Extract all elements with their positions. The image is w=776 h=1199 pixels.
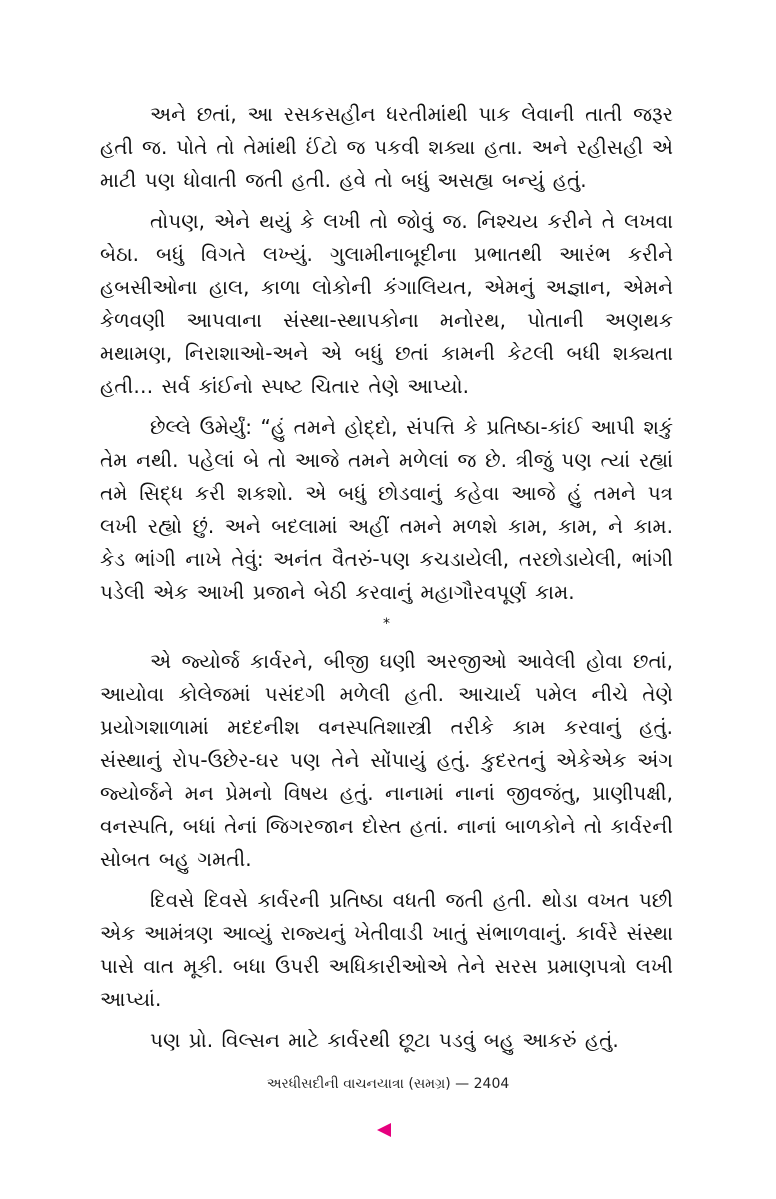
previous-page-icon[interactable] xyxy=(377,1123,391,1137)
paragraph-4: એ જ્યોર્જ કાર્વરને, બીજી ઘણી અરજીઓ આવેલી હોવા છતાં, આયોવા કોલેજમાં પસંદગી મળેલી હતી. આચાર્ય પમેલ નીચે તેણે પ્રયોગશાળામાં મદદનીશ વનસ્પતિશાસ્ત્રી તરીકે કામ કરવાનું હતું. સંસ્થાનું રોપ-ઉછેર-ઘર પણ તેને સોંપાયું હતું. કુદરતનું એકેએક અંગ જ્યોર્જને મન પ્રેમનો વિષય હતું. નાનામાં નાનાં જીવજંતુ, પ્રાણીપક્ષી, વનસ્પતિ, બધાં તેનાં જિગરજાન દોસ્ત હતાં. નાનાં બાળકોને તો કાર્વરની સોબત બહુ ગમતી. xyxy=(100,649,673,871)
page-content xyxy=(100,98,673,1057)
section-separator: * xyxy=(383,616,390,632)
paragraph-5: દિવસે દિવસે કાર્વરની પ્રતિષ્ઠા વધતી જતી હતી. થોડા વખત પછી એક આમંત્રણ આવ્યું રાજ્યનું ખેતીવાડી ખાતું સંભાળવાનું. કાર્વરે સંસ્થા પાસે વાત મૂકી. બધા ઉપરી અધિકારીઓએ તેને સરસ પ્રમાણપત્રો લખી આપ્યાં. xyxy=(100,888,673,1011)
page-footer: અરધીસદીની વાચનયાત્રા (સમગ્ર) — 2404 xyxy=(266,1076,510,1092)
paragraph-2: તોપણ, એને થયું કે લખી તો જોવું જ. નિશ્ચય કરીને તે લખવા બેઠા. બધું વિગતે લખ્યું. ગુલામીનાબૂદીના પ્રભાતથી આરંભ કરીને હબસીઓના હાલ, કાળા લોકોની કંગાલિયત, એમનું અજ્ઞાન, એમને કેળવણી આપવાના સંસ્થા-સ્થાપકોના મનોરથ, પોતાની અણથક મથામણ, નિરાશાઓ-અને એ બધું છતાં કામની કેટલી બધી શક્યતા હતી… સર્વ કાંઈનો સ્પષ્ટ ચિતાર તેણે આપ્યો. xyxy=(100,209,673,398)
paragraph-1: અને છતાં, આ રસકસહીન ધરતીમાંથી પાક લેવાની તાતી જરૂર હતી જ. પોતે તો તેમાંથી ઈંટો જ પકવી શક્યા હતા. અને રહીસહી એ માટી પણ ધોવાતી જતી હતી. હવે તો બધું અસહ્ય બન્યું હતું. xyxy=(100,102,673,192)
paragraph-3: છેલ્લે ઉમેર્યું: “હું તમને હોદ્દો, સંપત્તિ કે પ્રતિષ્ઠા-કાંઈ આપી શકું તેમ નથી. પહેલાં બે તો આજે તમને મળેલાં જ છે. ત્રીજું પણ ત્યાં રહ્યાં તમે સિદ્ધ કરી શકશો. એ બધું છોડવાનું કહેવા આજે હું તમને પત્ર લખી રહ્યો છું. અને બદલામાં અહીં તમને મળશે કામ, કામ, ને કામ. કેડ ભાંગી નાખે તેવું: અનંત વૈતરું-પણ કચડાયેલી, તરછોડાયેલી, ભાંગી પડેલી એક આખી પ્રજાને બેઠી કરવાનું મહાગૌરવપૂર્ણ કામ. xyxy=(100,415,673,604)
paragraph-6: પણ પ્રો. વિલ્સન માટે કાર્વરથી છૂટા પડવું બહુ આકરું હતું. xyxy=(150,1028,619,1052)
